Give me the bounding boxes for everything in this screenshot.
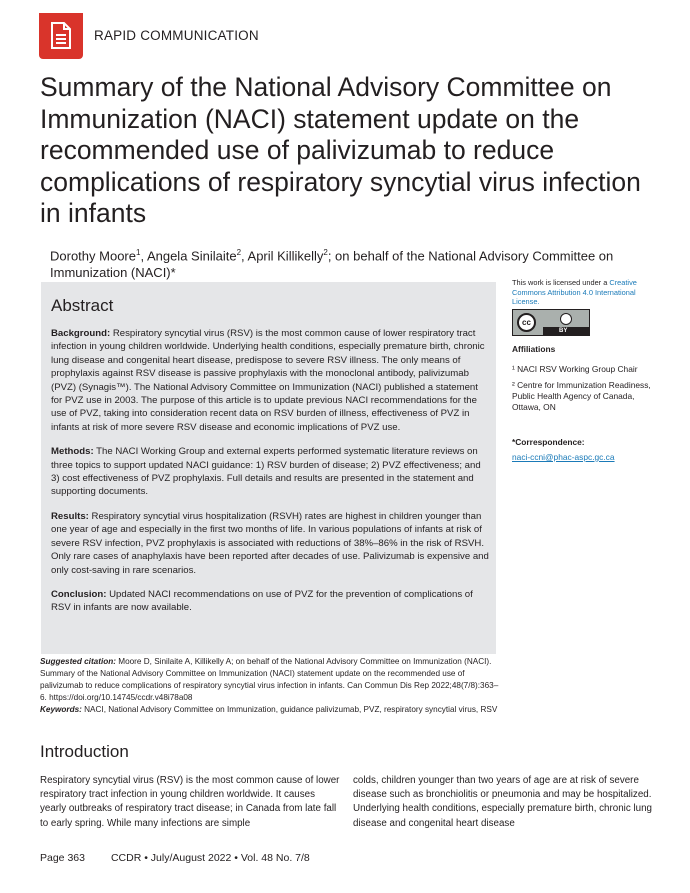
section-text: Updated NACI recommendations on use of PVZ for the prevention of complications of RSV in infants are now available. (51, 588, 473, 614)
cc-icon: cc (517, 313, 536, 332)
license-link[interactable]: Creative Commons Attribution 4.0 International License. (512, 278, 637, 307)
author-name: , April Killikelly (241, 248, 324, 264)
document-icon (51, 22, 71, 49)
section-label: Results: (51, 510, 89, 522)
article-category: RAPID COMMUNICATION (94, 28, 259, 43)
abstract-box (41, 282, 496, 654)
keywords-text: NACI, National Advisory Committee on Immunization, guidance palivizumab, PVZ, respiratory syncytial virus, RSV (81, 705, 498, 714)
affiliation-item: ¹ NACI RSV Working Group Chair (512, 364, 638, 374)
affiliation-mark: 2 (236, 248, 242, 257)
abstract-methods (51, 445, 489, 499)
citation-text: Moore D, Sinilaite A, Killikelly A; on behalf of the National Advisory Committee on Immunization (NACI). Summary of the National Advisory Committee on Immunization (NACI) statement update on the recommended use of palivizumab to reduce complications of respiratory syncytial virus infection in infants. Can Commun Dis Rep 2022;48(7/8):363–6. https://doi.org/10.14745/ccdr.v48i78a08 (40, 657, 499, 702)
section-text: The NACI Working Group and external experts performed systematic literature reviews on three topics to support updated NACI guidance: 1) RSV burden of disease; 2) PVZ effectiveness; and 3) cost effectiveness of PVZ prophylaxis. Full details and results are presented in the statement and supporting documents. (51, 446, 481, 498)
correspondence-heading: *Correspondence: (512, 437, 585, 447)
license-notice (512, 278, 652, 307)
section-label: Methods: (51, 446, 94, 458)
author-group: ; on behalf of the National Advisory Committee on Immunization (NACI)* (50, 248, 614, 281)
license-text: This work is licensed under a (512, 278, 610, 287)
section-label: Background: (51, 328, 111, 339)
abstract-background (51, 327, 489, 434)
attribution-person-icon (560, 313, 572, 325)
by-label: BY (559, 328, 568, 334)
citation-label: Suggested citation: (40, 657, 116, 666)
abstract-results (51, 510, 489, 577)
section-text: Respiratory syncytial virus hospitalization (RSVH) rates are highest in children younger than one year of age and especially in the first two months of life. In various populations of infants at risk of severe RSV infection, PVZ prophylaxis is associated with reductions of 38%–86% in the risk of RSVH. Only rare cases of anaphylaxis have been reported after decades of use. Palivizumab is expensive and only cost-saving in rare scenarios. (51, 510, 489, 576)
suggested-citation (40, 656, 500, 704)
author-name: , Angela Sinilaite (140, 248, 237, 264)
page-footer (40, 852, 336, 864)
introduction-column-2: colds, children younger than two years of age are at risk of severe disease such as bronchiolitis or pneumonia and may be hospitalized. Underlying health conditions, especially premature birth, chronic lung disease and congenital heart disease (353, 775, 652, 829)
citation-block (40, 656, 500, 716)
section-label: Conclusion: (51, 588, 107, 600)
keywords-label: Keywords: (40, 705, 82, 714)
affiliation-mark: 2 (323, 248, 328, 257)
affiliations-heading: Affiliations (512, 344, 556, 354)
author-name: Dorothy Moore (50, 248, 136, 264)
section-text: Respiratory syncytial virus (RSV) is the most common cause of lower respiratory tract infection in young children worldwide. Underlying health conditions, especially premature birth, chronic lung disease and congenital heart disease, predispose to severe RSV illness. The only means of prophylaxis against RSV disease is passive prophylaxis with the monoclonal antibody, palivizumab (PVZ) (Synagis™). The National Advisory Committee on Immunization (NACI) published a statement for PVZ use in 2003. The purpose of this article is to update previous NACI recommendations for the use of PVZ, taking into consideration recent data on RSV burden of illness, effectiveness of PVZ in infants at risk of more severe RSV disease and economic implications of PVZ use. (51, 328, 485, 433)
correspondence-email-link[interactable]: naci-ccni@phac-aspc.gc.ca (512, 452, 615, 462)
affiliation-mark: 1 (135, 248, 141, 257)
rapid-communication-icon (39, 13, 83, 59)
abstract-heading: Abstract (51, 296, 114, 315)
cc-by-badge[interactable] (512, 309, 590, 336)
abstract-conclusion (51, 588, 489, 615)
introduction-column-1: Respiratory syncytial virus (RSV) is the most common cause of lower respiratory tract infection in young children worldwide. It causes yearly outbreaks of respiratory tract disease; in Canada from late fall to early spring. While many infections are simple (40, 775, 340, 829)
introduction-heading: Introduction (40, 742, 129, 761)
article-title: Summary of the National Advisory Committee on Immunization (NACI) statement update on the recommended use of palivizumab to reduce complications of respiratory syncytial virus infection in infants (40, 72, 641, 228)
keywords (40, 704, 500, 716)
affiliation-item: ² Centre for Immunization Readiness, Public Health Agency of Canada, Ottawa, ON (512, 380, 651, 412)
page-number: Page 363 (40, 852, 85, 864)
journal-info: CCDR • July/August 2022 • Vol. 48 No. 7/8 (110, 852, 310, 864)
abstract-body (51, 327, 489, 626)
author-list (50, 244, 650, 281)
